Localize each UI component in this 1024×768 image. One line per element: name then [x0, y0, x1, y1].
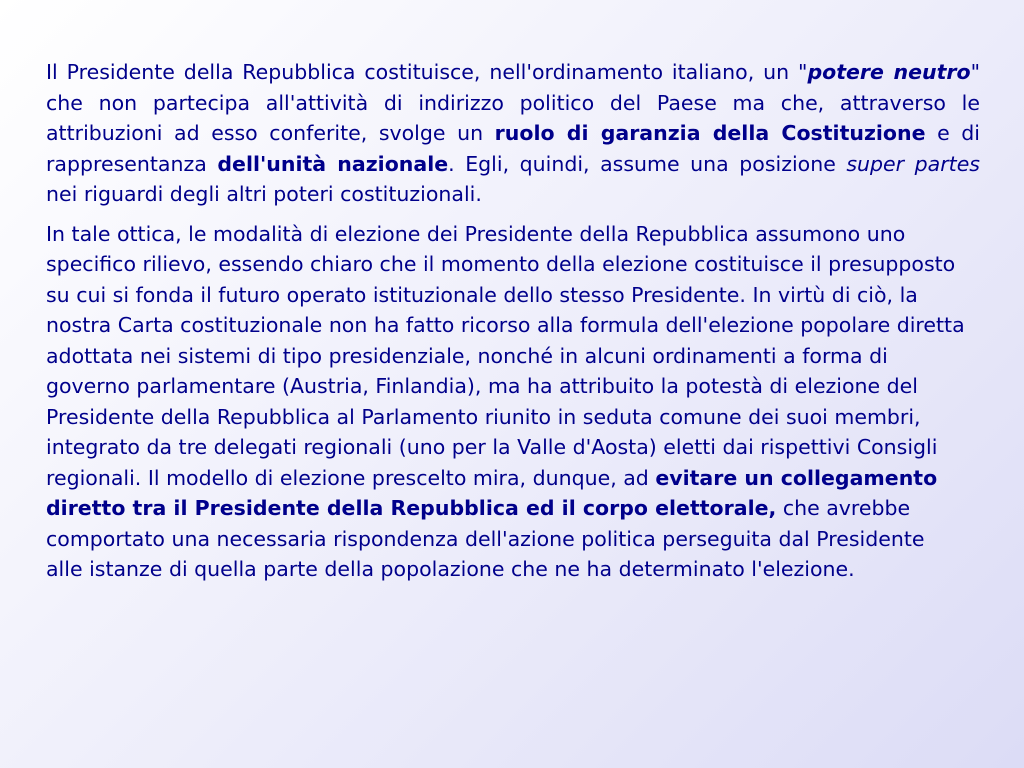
- p1-text-1: Il Presidente della Repubblica costituisce, nell'ordinamento italiano, un: [46, 60, 799, 84]
- p1-text-5: e di rappresentanza: [46, 121, 980, 176]
- paragraph-election-mode: [46, 219, 966, 585]
- p1-unita-nazionale: dell'unità nazionale: [217, 151, 449, 176]
- p1-quote-close: ": [970, 60, 980, 84]
- p1-potere-neutro: [807, 60, 970, 84]
- slide-body: [46, 57, 980, 585]
- p1-text-9: nei riguardi degli altri poteri costituzionali.: [46, 182, 482, 206]
- p2-evitare-collegamento: evitare un collegamento diretto tra il Presidente della Repubblica ed il corpo elettorale,: [46, 465, 938, 520]
- p1-text-3: che non partecipa all'attività di indirizzo politico del Paese ma che, attraverso le attribuzioni ad esso conferite, svolge un: [46, 90, 980, 145]
- p2-text-1: In tale ottica, le modalità di elezione dei Presidente della Repubblica assumono uno specifico rilievo, essendo chiaro che il momento della elezione costituisce il presupposto su cui si fonda il futuro operato istituzionale dello stesso Presidente. In virtù di ciò, la nostra Carta costituzionale non ha fatto ricorso alla formula dell'elezione popolare diretta adottata nei sistemi di tipo presidenziale, nonché in alcuni ordinamenti a forma di governo parlamentare (Austria, Finlandia), ma ha attribuito la potestà di elezione del Presidente della Repubblica al Parlamento riunito in seduta comune dei suoi membri, integrato da tre delegati regionali (uno per la Valle d'Aosta) eletti dai rispettivi Consigli regionali. Il modello di elezione prescelto mira, dunque, ad: [46, 221, 965, 490]
- p1-super-partes: super partes: [846, 151, 980, 176]
- paragraph-president-role: [46, 57, 980, 210]
- p2-text-3: che avrebbe comportato una necessaria rispondenza dell'azione politica perseguita dal Presidente alle istanze di quella parte della popolazione che ne ha determinato l'elezione.: [46, 496, 925, 581]
- p1-quote-open: ": [798, 60, 808, 84]
- p1-potere-neutro-italic: potere neutro: [807, 60, 971, 84]
- p1-ruolo-garanzia: ruolo di garanzia della Costituzione: [494, 121, 926, 145]
- p1-text-7: . Egli, quindi, assume una posizione: [448, 151, 847, 176]
